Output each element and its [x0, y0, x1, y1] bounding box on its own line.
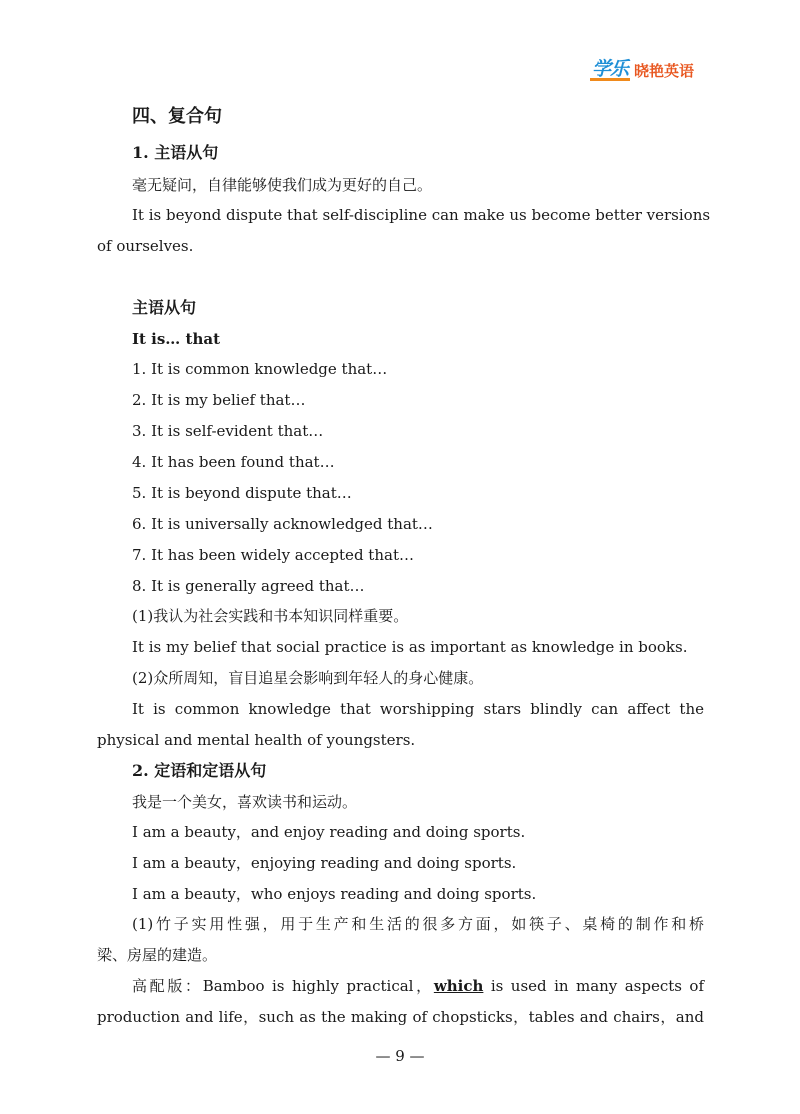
example-2-chinese: (2)众所周知，盲目追星会影响到年轻人的身心健康。: [132, 669, 484, 687]
page-number: — 9 —: [375, 1047, 425, 1065]
logo-mark: 学乐: [592, 58, 629, 80]
list-item: 4. It has been found that…: [132, 453, 335, 471]
advanced-version-tail: is used in many aspects of: [483, 977, 705, 995]
list-item: 2. It is my belief that…: [132, 391, 306, 409]
subject-clause-subtitle: 主语从句: [132, 298, 197, 317]
example-1-english: It is my belief that social practice is as important as knowledge in books.: [132, 638, 688, 656]
publisher-logo: [590, 60, 694, 81]
keyword-which: which: [433, 977, 484, 995]
subject-clause-title: 1. 主语从句: [132, 143, 219, 162]
beauty-english-1: I am a beauty，and enjoy reading and doing sports.: [132, 823, 526, 841]
bamboo-english-line1: [132, 976, 704, 996]
attributive-clause-title: 2. 定语和定语从句: [132, 761, 267, 780]
pattern-label: It is… that: [132, 330, 221, 348]
example-english-line1: It is beyond dispute that self-discipline can make us become better versions: [132, 206, 711, 224]
list-item: 7. It has been widely accepted that…: [132, 546, 414, 564]
beauty-chinese: 我是一个美女，喜欢读书和运动。: [132, 793, 358, 811]
list-item: 6. It is universally acknowledged that…: [132, 515, 433, 533]
bamboo-english-line2: production and life，such as the making of chopsticks，tables and chairs，and: [97, 1008, 704, 1026]
list-item: 8. It is generally agreed that…: [132, 577, 365, 595]
bamboo-chinese-line2: 梁、房屋的建造。: [97, 946, 218, 964]
example-chinese: 毫无疑问，自律能够使我们成为更好的自己。: [132, 176, 433, 194]
section-heading: 四、复合句: [132, 106, 222, 127]
example-english-line2: of ourselves.: [97, 237, 194, 255]
list-item: 1. It is common knowledge that…: [132, 360, 388, 378]
beauty-english-2: I am a beauty，enjoying reading and doing sports.: [132, 854, 517, 872]
list-item: 5. It is beyond dispute that…: [132, 484, 352, 502]
logo-text: 晓艳英语: [634, 62, 695, 80]
advanced-version-lead: 高配版：Bamboo is highly practical，: [132, 977, 434, 995]
beauty-english-3: I am a beauty，who enjoys reading and doing sports.: [132, 885, 537, 903]
example-2-english-line1: It is common knowledge that worshipping stars blindly can affect the: [132, 700, 704, 718]
bamboo-chinese-line1: (1)竹子实用性强，用于生产和生活的很多方面，如筷子、桌椅的制作和桥: [132, 915, 704, 933]
list-item: 3. It is self-evident that…: [132, 422, 324, 440]
example-2-english-line2: physical and mental health of youngsters.: [97, 731, 416, 749]
example-1-chinese: (1)我认为社会实践和书本知识同样重要。: [132, 607, 409, 625]
